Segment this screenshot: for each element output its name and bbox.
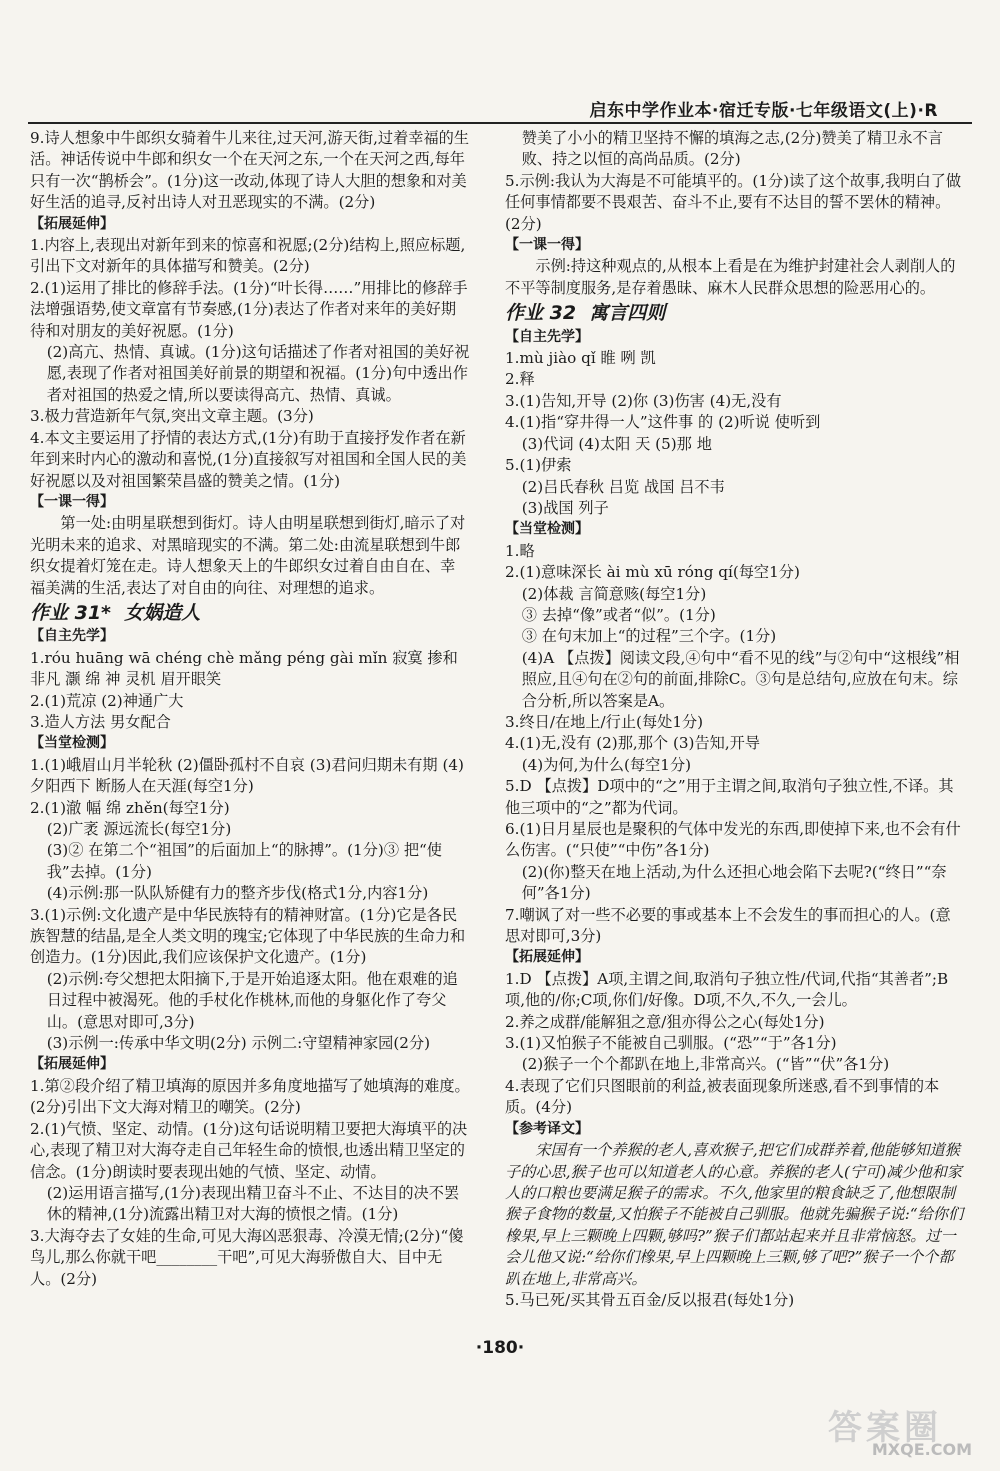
answer-line: ③ 在句末加上“的过程”三个字。(1分) bbox=[521, 627, 777, 646]
answer-line: 3.造人方法 男女配合 bbox=[30, 712, 171, 731]
answer-line: (2)高亢、热情、真诚。(1分)这句话描述了作者对祖国的美好祝愿,表现了作者对祖国美好前景的期望和祝福。(1分)句中透出作者对祖国的热爱之情,所以要读得高亢、热情、真诚。 bbox=[46, 343, 470, 404]
answer-line: 3.(1)告知,开导 (2)你 (3)伤害 (4)无,没有 bbox=[505, 391, 782, 410]
answer-line: 示例:持这种观点的,从根本上看是在为维护封建社会人剥削人的不平等制度服务,是存着愚昧、麻木人民群众思想的险恶用心的。 bbox=[505, 257, 956, 297]
section-heading: 【拓展延伸】 bbox=[505, 949, 589, 966]
section-heading: 【一课一得】 bbox=[30, 493, 114, 510]
answer-line: (3)战国 列子 bbox=[521, 498, 609, 517]
answer-line: 宋国有一个养猴的老人,喜欢猴子,把它们成群养着,他能够知道猴子的心思,猴子也可以知道老人的心意。养猴的老人(宁可)减少他和家人的口粮也要满足猴子的需求。不久,他家里的粮食缺乏了,他想限制猴子食物的数量,又怕猴子不能被自己驯服。他就先骗猴子说:“给你们橡果,早上三颗晚上四颗,够吗?”猴子们都站起来并且非常恼怒。过一会儿他又说:“给你们橡果,早上四颗晚上三颗,够了吧?”猴子一个个都趴在地上,非常高兴。 bbox=[505, 1141, 964, 1288]
answer-line: 4.本文主要运用了抒情的表达方式,(1分)有助于直接抒发作者在新年到来时内心的激动和喜悦,(1分)直接叙写对祖国和全国人民的美好祝愿以及对祖国繁荣昌盛的赞美之情。(1分) bbox=[30, 428, 467, 490]
answer-line: 2.(1)澈 幅 绵 zhěn(每空1分) bbox=[30, 798, 230, 817]
answer-line: 9.诗人想象中牛郎织女骑着牛儿来往,过天河,游天街,过着幸福的生活。神话传说中牛郎和织女一个在天河之东,一个在天河之西,每年只有一次“鹊桥会”。(1分)这一改动,体现了诗人大胆的想象和对美好生活的追寻,反衬出诗人对丑恶现实的不满。(2分) bbox=[30, 129, 470, 212]
answer-line: ③ 去掉“像”或者“似”。(1分) bbox=[521, 605, 716, 624]
answer-line: (2)运用语言描写,(1分)表现出精卫奋斗不止、不达目的决不罢休的精神,(1分)流露出精卫对大海的愤恨之情。(1分) bbox=[46, 1183, 460, 1224]
answer-line: 5.(1)伊索 bbox=[505, 456, 572, 475]
answer-line: 3.(1)又怕猴子不能被自己驯服。(“恐”“于”各1分) bbox=[505, 1034, 837, 1053]
answer-line: (3)代词 (4)太阳 天 (5)那 地 bbox=[521, 434, 712, 453]
answer-line: 第一处:由明星联想到街灯。诗人由明星联想到街灯,暗示了对光明未来的追求、对黑暗现实的不满。第二处:由流星联想到牛郎织女提着灯笼在走。诗人想象天上的牛郎织女过着自由自在、幸福美满的生活,表达了对自由的向往、对理想的追求。 bbox=[30, 514, 466, 597]
answer-line: 7.嘲讽了对一些不必要的事或基本上不会发生的事而担心的人。(意思对即可,3分) bbox=[505, 905, 951, 946]
section-heading: 【自主先学】 bbox=[505, 328, 589, 345]
answer-line: 5.马已死/买其骨五百金/反以报君(每处1分) bbox=[505, 1290, 795, 1309]
section-heading: 【自主先学】 bbox=[30, 628, 114, 645]
page-header bbox=[28, 96, 972, 124]
section-heading: 【拓展延伸】 bbox=[30, 1056, 114, 1073]
answer-line: 3.大海夺去了女娃的生命,可见大海凶恶狠毒、冷漠无情;(2分)“傻鸟儿,那么你就干吧________干吧”,可见大海骄傲自大、目中无人。(2分) bbox=[30, 1226, 464, 1288]
section-heading: 【一课一得】 bbox=[505, 237, 589, 254]
answer-line: 3.极力营造新年气氛,突出文章主题。(3分) bbox=[30, 407, 314, 426]
page-number: ·180· bbox=[475, 1338, 525, 1358]
answer-line: (4)示例:那一队队矫健有力的整齐步伐(格式1分,内容1分) bbox=[46, 884, 429, 903]
answer-line: (2)猴子一个个都趴在地上,非常高兴。(“皆”“伏”各1分) bbox=[521, 1055, 890, 1074]
answer-line: 1.D 【点拨】A项,主谓之间,取消句子独立性/代词,代指“其善者”;B项,他的/你;C项,你们/好像。D项,不久,不久,一会儿。 bbox=[505, 969, 949, 1010]
answer-line: 2.释 bbox=[505, 370, 535, 389]
answer-line: 1.róu huāng wā chéng chè mǎng péng gài mǐn 寂寞 掺和 非凡 灏 绵 神 灵机 眉开眼笑 bbox=[30, 648, 463, 689]
watermark-logo bbox=[778, 1400, 978, 1460]
answer-line: (2)示例:夸父想把太阳摘下,于是开始追逐太阳。他在艰难的追日过程中被渴死。他的手杖化作桃林,而他的身躯化作了夸父山。(意思对即可,3分) bbox=[46, 969, 458, 1031]
answer-line: 1.mù jiào qǐ 睢 咧 凯 bbox=[505, 349, 656, 368]
section-heading: 【参考译文】 bbox=[505, 1120, 589, 1137]
left-column bbox=[30, 128, 470, 1290]
section-title: 作业 32 寓言四则 bbox=[505, 302, 666, 325]
answer-line: 1.第②段介绍了精卫填海的原因并多角度地描写了她填海的难度。(2分)引出下文大海对精卫的嘲笑。(2分) bbox=[30, 1076, 470, 1117]
header-title: 启东中学作业本·宿迁专版·七年级语文(上)·R bbox=[589, 101, 938, 121]
answer-line: (4)A 【点拨】阅读文段,④句中“看不见的线”与②句中“这根线”相照应,且④句在②句的前面,排除C。③句是总结句,应放在句末。综合分析,所以答案是A。 bbox=[521, 648, 960, 710]
answer-line: 赞美了小小的精卫坚持不懈的填海之志,(2分)赞美了精卫永不言败、持之以恒的高尚品质。(2分) bbox=[521, 129, 943, 169]
answer-line: 5.示例:我认为大海是不可能填平的。(1分)读了这个故事,我明白了做任何事情都要不畏艰苦、奋斗不止,要有不达目的誓不罢休的精神。(2分) bbox=[505, 171, 962, 233]
answer-line: 3.终日/在地上/行止(每处1分) bbox=[505, 712, 704, 731]
answer-line: (2)(你)整天在地上活动,为什么还担心地会陷下去呢?(“终日”“奈何”各1分) bbox=[521, 862, 947, 903]
section-heading: 【当堂检测】 bbox=[505, 521, 589, 538]
answer-line: 4.表现了它们只图眼前的利益,被表面现象所迷惑,看不到事情的本质。(4分) bbox=[505, 1076, 940, 1117]
watermark-url: MXQE.COM bbox=[871, 1440, 972, 1459]
answer-line: 3.(1)示例:文化遗产是中华民族特有的精神财富。(1分)它是各民族智慧的结晶,是全人类文明的瑰宝;它体现了中华民族的生命力和创造力。(1分)因此,我们应该保护文化遗产。(1分) bbox=[30, 905, 466, 967]
watermark-text: 答案圈 bbox=[828, 1408, 942, 1448]
answer-line: 4.(1)指“穿井得一人”这件事 的 (2)听说 使听到 bbox=[505, 413, 821, 432]
answer-line: (3)② 在第二个“祖国”的后面加上“的脉搏”。(1分)③ 把“使我”去掉。(1分) bbox=[46, 841, 442, 881]
answer-line: 2.(1)运用了排比的修辞手法。(1分)“叶长得……”用排比的修辞手法增强语势,使文章富有节奏感,(1分)表达了作者对来年的美好期待和对朋友的美好祝愿。(1分) bbox=[30, 278, 468, 340]
answer-line: (2)广袤 源远流长(每空1分) bbox=[46, 820, 232, 838]
right-column bbox=[505, 128, 965, 1311]
answer-line: 2.养之成群/能解狙之意/狙亦得公之心(每处1分) bbox=[505, 1012, 825, 1031]
answer-line: 4.(1)无,没有 (2)那,那个 (3)告知,开导 bbox=[505, 734, 761, 753]
answer-line: 1.(1)峨眉山月半轮秋 (2)僵卧孤村不自哀 (3)君问归期未有期 (4)夕阳西下 断肠人在天涯(每空1分) bbox=[30, 755, 464, 796]
answer-line: (3)示例一:传承中华文明(2分) 示例二:守望精神家园(2分) bbox=[46, 1034, 431, 1053]
answer-line: 6.(1)日月星辰也是聚积的气体中发光的东西,即使掉下来,也不会有什么伤害。(“只使”“中伤”各1分) bbox=[505, 820, 961, 860]
answer-line: 2.(1)荒凉 (2)神通广大 bbox=[30, 691, 184, 710]
section-title: 作业 31* 女娲造人 bbox=[30, 601, 201, 624]
answer-line: 1.略 bbox=[505, 541, 535, 560]
answer-line: (4)为何,为什么(每空1分) bbox=[521, 755, 692, 774]
answer-line: 2.(1)意味深长 ài mù xū róng qí(每空1分) bbox=[505, 563, 800, 582]
answer-line: (2)体裁 言简意赅(每空1分) bbox=[521, 584, 707, 603]
answer-line: 5.D 【点拨】D项中的“之”用于主谓之间,取消句子独立性,不译。其他三项中的“之”都为代词。 bbox=[505, 777, 954, 817]
answer-line: (2)吕氏春秋 吕览 战国 吕不韦 bbox=[521, 477, 725, 496]
section-heading: 【当堂检测】 bbox=[30, 735, 114, 752]
answer-line: 1.内容上,表现出对新年到来的惊喜和祝愿;(2分)结构上,照应标题,引出下文对新年的具体描写和赞美。(2分) bbox=[30, 236, 466, 276]
answer-line: 2.(1)气愤、坚定、动情。(1分)这句话说明精卫要把大海填平的决心,表现了精卫对大海夺走自己年轻生命的愤恨,也透出精卫坚定的信念。(1分)朗读时要表现出她的气愤、坚定、动情。 bbox=[30, 1119, 468, 1181]
section-heading: 【拓展延伸】 bbox=[30, 215, 114, 232]
